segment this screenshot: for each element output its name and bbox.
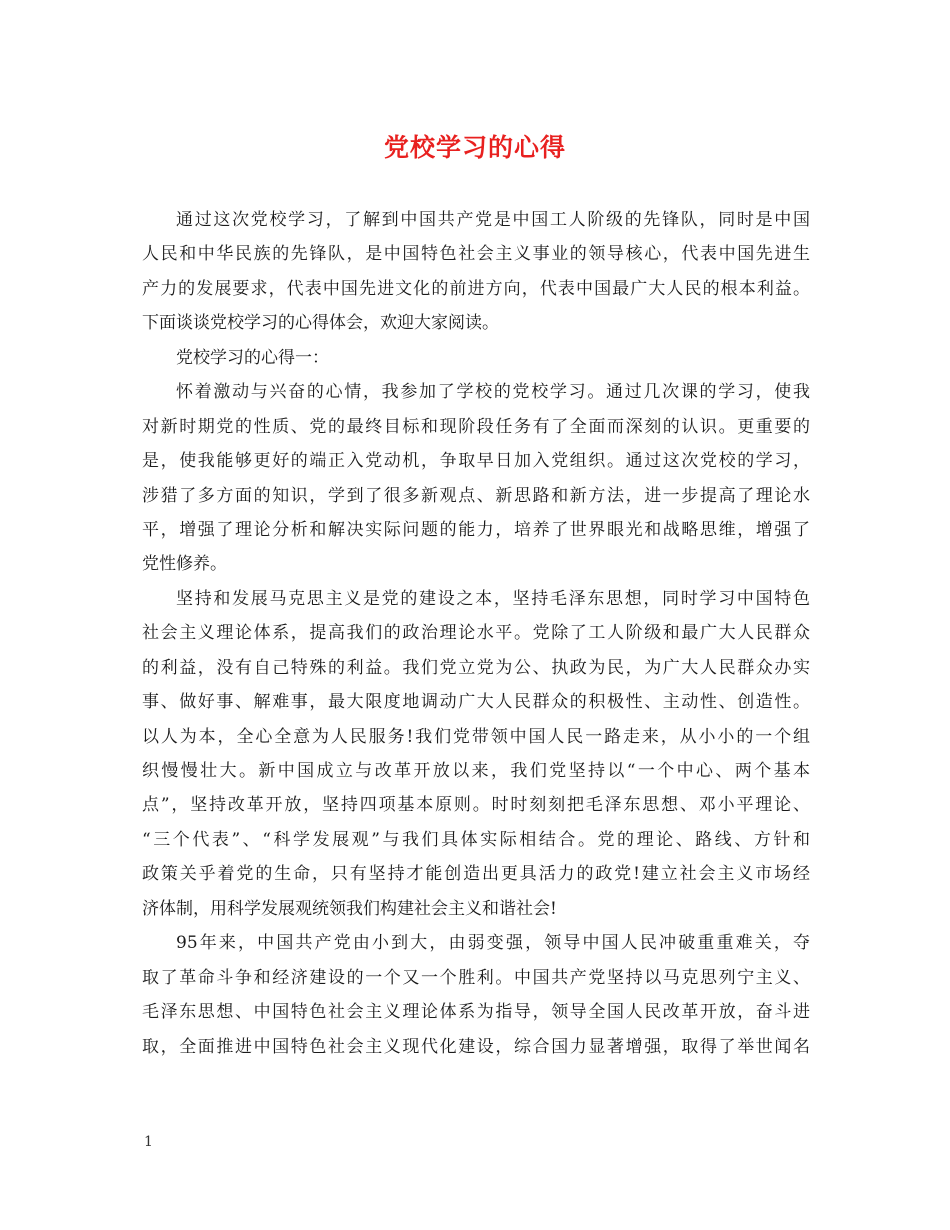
text-line: 人民和中华民族的先锋队，是中国特色社会主义事业的领导核心，代表中国先进生	[142, 244, 810, 265]
text-line: 以人为本，全心全意为人民服务!我们党带领中国人民一路走来，从小小的一个组	[142, 726, 810, 747]
text-line: 是，使我能够更好的端正入党动机，争取早日加入党组织。通过这次党校的学习，	[142, 451, 810, 472]
text-line: 取了革命斗争和经济建设的一个又一个胜利。中国共产党坚持以马克思列宁主义、	[142, 967, 810, 988]
document-title: 党校学习的心得	[383, 133, 566, 162]
text-line: 对新时期党的性质、党的最终目标和现阶段任务有了全面而深刻的认识。更重要的	[142, 416, 810, 437]
text-line: 下面谈谈党校学习的心得体会，欢迎大家阅读。	[142, 313, 499, 334]
page-number: 1	[144, 1134, 153, 1150]
text-line: 取，全面推进中国特色社会主义现代化建设，综合国力显著增强，取得了举世闻名	[142, 1036, 810, 1057]
text-line: 社会主义理论体系，提高我们的政治理论水平。党除了工人阶级和最广大人民群众	[142, 623, 810, 644]
text-line: 政策关乎着党的生命，只有坚持才能创造出更具活力的政党!建立社会主义市场经	[142, 864, 810, 885]
text-line: 怀着激动与兴奋的心情，我参加了学校的党校学习。通过几次课的学习，使我	[176, 382, 810, 403]
text-line: 坚持和发展马克思主义是党的建设之本，坚持毛泽东思想，同时学习中国特色	[176, 588, 810, 609]
document-body	[142, 203, 810, 1064]
text-line: 平，增强了理论分析和解决实际问题的能力，培养了世界眼光和战略思维，增强了	[142, 519, 810, 540]
text-line: “三个代表”、“科学发展观”与我们具体实际相结合。党的理论、路线、方针和	[142, 829, 810, 850]
text-line: 涉猎了多方面的知识，学到了很多新观点、新思路和新方法，进一步提高了理论水	[142, 485, 810, 506]
text-line: 党校学习的心得一：	[176, 347, 329, 368]
text-line: 点”，坚持改革开放，坚持四项基本原则。时时刻刻把毛泽东思想、邓小平理论、	[142, 795, 810, 816]
text-line: 的利益，没有自己特殊的利益。我们党立党为公、执政为民，为广大人民群众办实	[142, 657, 810, 678]
text-line: 通过这次党校学习，了解到中国共产党是中国工人阶级的先锋队，同时是中国	[176, 210, 810, 230]
text-line: 织慢慢壮大。新中国成立与改革开放以来，我们党坚持以“一个中心、两个基本	[142, 761, 810, 781]
text-line: 事、做好事、解难事，最大限度地调动广大人民群众的积极性、主动性、创造性。	[142, 692, 810, 713]
text-line: 95年来，中国共产党由小到大，由弱变强，领导中国人民冲破重重难关，夺	[176, 933, 810, 954]
text-line: 产力的发展要求，代表中国先进文化的前进方向，代表中国最广大人民的根本利益。	[142, 278, 810, 299]
text-line: 济体制，用科学发展观统领我们构建社会主义和谐社会!	[142, 898, 557, 919]
text-line: 毛泽东思想、中国特色社会主义理论体系为指导，领导全国人民改革开放，奋斗进	[142, 1002, 810, 1023]
text-line: 党性修养。	[142, 554, 227, 575]
